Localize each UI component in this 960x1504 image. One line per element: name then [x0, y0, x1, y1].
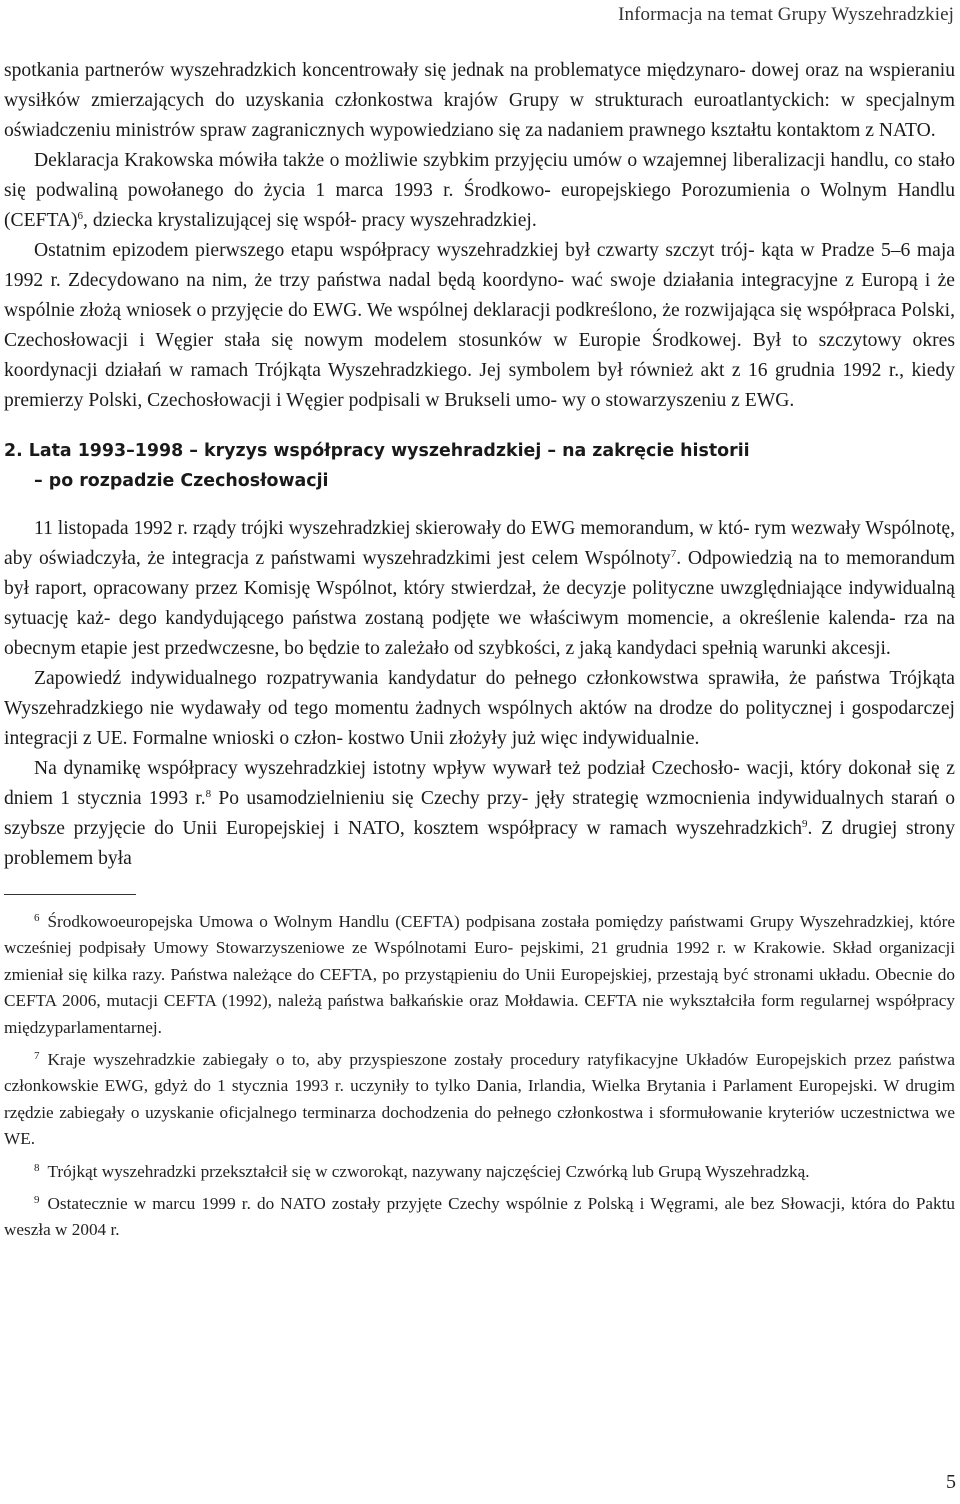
page-number: 5 [946, 1471, 956, 1493]
body-text [4, 56, 955, 416]
footnote-number: 8 [34, 1161, 40, 1174]
paragraph-text: 11 listopada 1992 r. rządy trójki wyszehradzkiej skierowały do EWG memorandum, w któ- rym wezwały Wspólnotę, aby oświadczyła, że integracja z państwami wyszehradzkimi jest celem Wspólnoty [4, 518, 955, 569]
paragraph-text: Deklaracja Krakowska mówiła także o możliwie szybkim przyjęciu umów o wzajemnej liberalizacji handlu, co stało się podwaliną powołanego do życia 1 marca 1993 r. Środkowo- europejskiego Porozumienia o Wolnym Handlu (CEFTA) [4, 150, 955, 231]
paragraph-text: Po usamodzielnieniu się Czechy przy- jęły strategię wzmocnienia indywidualnych starań o szybsze przyjęcie do Unii Europejskiej i NATO, kosztem współpracy w ramach wyszehradzkich [4, 788, 955, 839]
text-column [4, 56, 955, 1244]
running-header: Informacja na temat Grupy Wyszehradzkiej [618, 4, 954, 25]
paragraph [4, 664, 955, 754]
section-body [4, 514, 955, 874]
footnote [4, 1159, 955, 1185]
paragraph-text: Zapowiedź indywidualnego rozpatrywania kandydatur do pełnego członkowstwa sprawiła, że państwa Trójkąta Wyszehradzkiego nie wydawały od tego momentu żadnych wspólnych aktów na drodze do politycznej i gospodarczej integracji z UE. Formalne wnioski o człon- kostwo Unii złożyły już więc indywidualnie. [4, 668, 955, 749]
paragraph [4, 56, 955, 146]
footnote-ref[interactable]: 6 [77, 210, 84, 222]
footnote-ref[interactable]: 7 [670, 548, 677, 560]
footnote-number: 9 [34, 1194, 40, 1207]
footnotes [4, 909, 955, 1244]
section-number: 2. [4, 441, 23, 461]
paragraph-text: . Odpowiedzią na to memorandum był raport, opracowany przez Komisję Wspólnot, który stwierdzał, że decyzje polityczne uwzględniające indywidualną sytuację każ- dego kandydującego państwa zostaną podjęte we właściwym momencie, a określenie kalenda- rza na obecnym etapie jest przedwczesne, bo będzie to zależało od szybkości, z jaką kandydaci spełnią warunki akcesji. [4, 548, 955, 659]
footnote-ref[interactable]: 9 [802, 818, 808, 830]
paragraph-text: , dziecka krystalizującej się współ- pracy wyszehradzkiej. [83, 210, 537, 231]
paragraph-text: Na dynamikę współpracy wyszehradzkiej istotny wpływ wywarł też podział Czechosło- wacji, który dokonał się z dniem 1 stycznia 1993 r. [4, 758, 955, 809]
footnote-text: Kraje wyszehradzkie zabiegały o to, aby przyspieszone zostały procedury ratyfikacyjne Układów Europejskich przez państwa członkowskie EWG, gdyż do 1 stycznia 1993 r. uczyniły to tylko Dania, Irlandia, Wielka Brytania i Parlament Europejski. W drugim rzędzie zabiegały o uzyskanie oficjalnego terminarza dochodzenia do pełnego członkostwa i sformułowanie kryteriów uczestnictwa we WE. [4, 1050, 955, 1149]
paragraph-text: Ostatnim epizodem pierwszego etapu współpracy wyszehradzkiej był czwarty szczyt trój- kąta w Pradze 5–6 maja 1992 r. Zdecydowano na nim, że trzy państwa nadal będą koordyno- wać swoje działania integracyjne z Europą i że wspólnie złożą wniosek o przyjęcie do EWG. We wspólnej deklaracji podkreślono, że rozwijająca się współpraca Polski, Czechosłowacji i Węgier stała się nowym modelem stosunków w Europie Środkowej. Był to szczytowy okres koordynacji działań w ramach Trójkąta Wyszehradzkiego. Jej symbolem był również akt z 16 grudnia 1992 r., kiedy premierzy Polski, Czechosłowacji i Węgier podpisali w Brukseli umo- wy o stowarzyszeniu z EWG. [4, 240, 955, 411]
paragraph [4, 236, 955, 416]
section-heading [4, 436, 955, 496]
section-title-line2: – po rozpadzie Czechosłowacji [34, 471, 329, 491]
footnote [4, 1191, 955, 1244]
paragraph-text: . Z drugiej strony problemem była [4, 818, 956, 869]
footnote-text: Ostatecznie w marcu 1999 r. do NATO zostały przyjęte Czechy wspólnie z Polską i Węgrami, ale bez Słowacji, która do Paktu weszła w 2004 r. [4, 1194, 955, 1240]
footnote-number: 7 [34, 1050, 40, 1063]
footnote-divider [4, 894, 136, 895]
footnote-ref[interactable]: 8 [205, 788, 212, 800]
footnote [4, 909, 955, 1041]
footnote-number: 6 [34, 912, 40, 924]
footnote-text: Trójkąt wyszehradzki przekształcił się w czworokąt, nazywany najczęściej Czwórką lub Grupą Wyszehradzką. [47, 1161, 810, 1181]
footnote-text: Środkowoeuropejska Umowa o Wolnym Handlu (CEFTA) podpisana została pomiędzy państwami Grupy Wyszehradzkiej, które wcześniej podpisały Umowy Stowarzyszeniowe ze Wspólnotami Euro- pejskimi, 21 grudnia 1992 r. w Krakowie. Skład organizacji zmieniał się kilka razy. Państwa należące do CEFTA, po przystąpieniu do Unii Europejskiej, przestają być stronami układu. Obecnie do CEFTA 2006, mutacji CEFTA (1992), należą państwa bałkańskie oraz Mołdawia. CEFTA nie wykształciła form regularnej współpracy międzyparlamentarnej. [4, 912, 955, 1037]
section-title-line1: Lata 1993–1998 – kryzys współpracy wyszehradzkiej – na zakręcie historii [28, 441, 750, 461]
paragraph-text: spotkania partnerów wyszehradzkich koncentrowały się jednak na problematyce międzynaro- dowej oraz na wspieraniu wysiłków zmierzających do uzyskania członkostwa krajów Grupy w strukturach euroatlantyckich: w specjalnym oświadczeniu ministrów spraw zagranicznych wypowiedziano się za nadaniem prawnego kształtu kontaktom z NATO. [4, 60, 955, 141]
paragraph [4, 146, 955, 236]
footnote [4, 1047, 955, 1153]
paragraph [4, 514, 955, 664]
paragraph [4, 754, 955, 874]
